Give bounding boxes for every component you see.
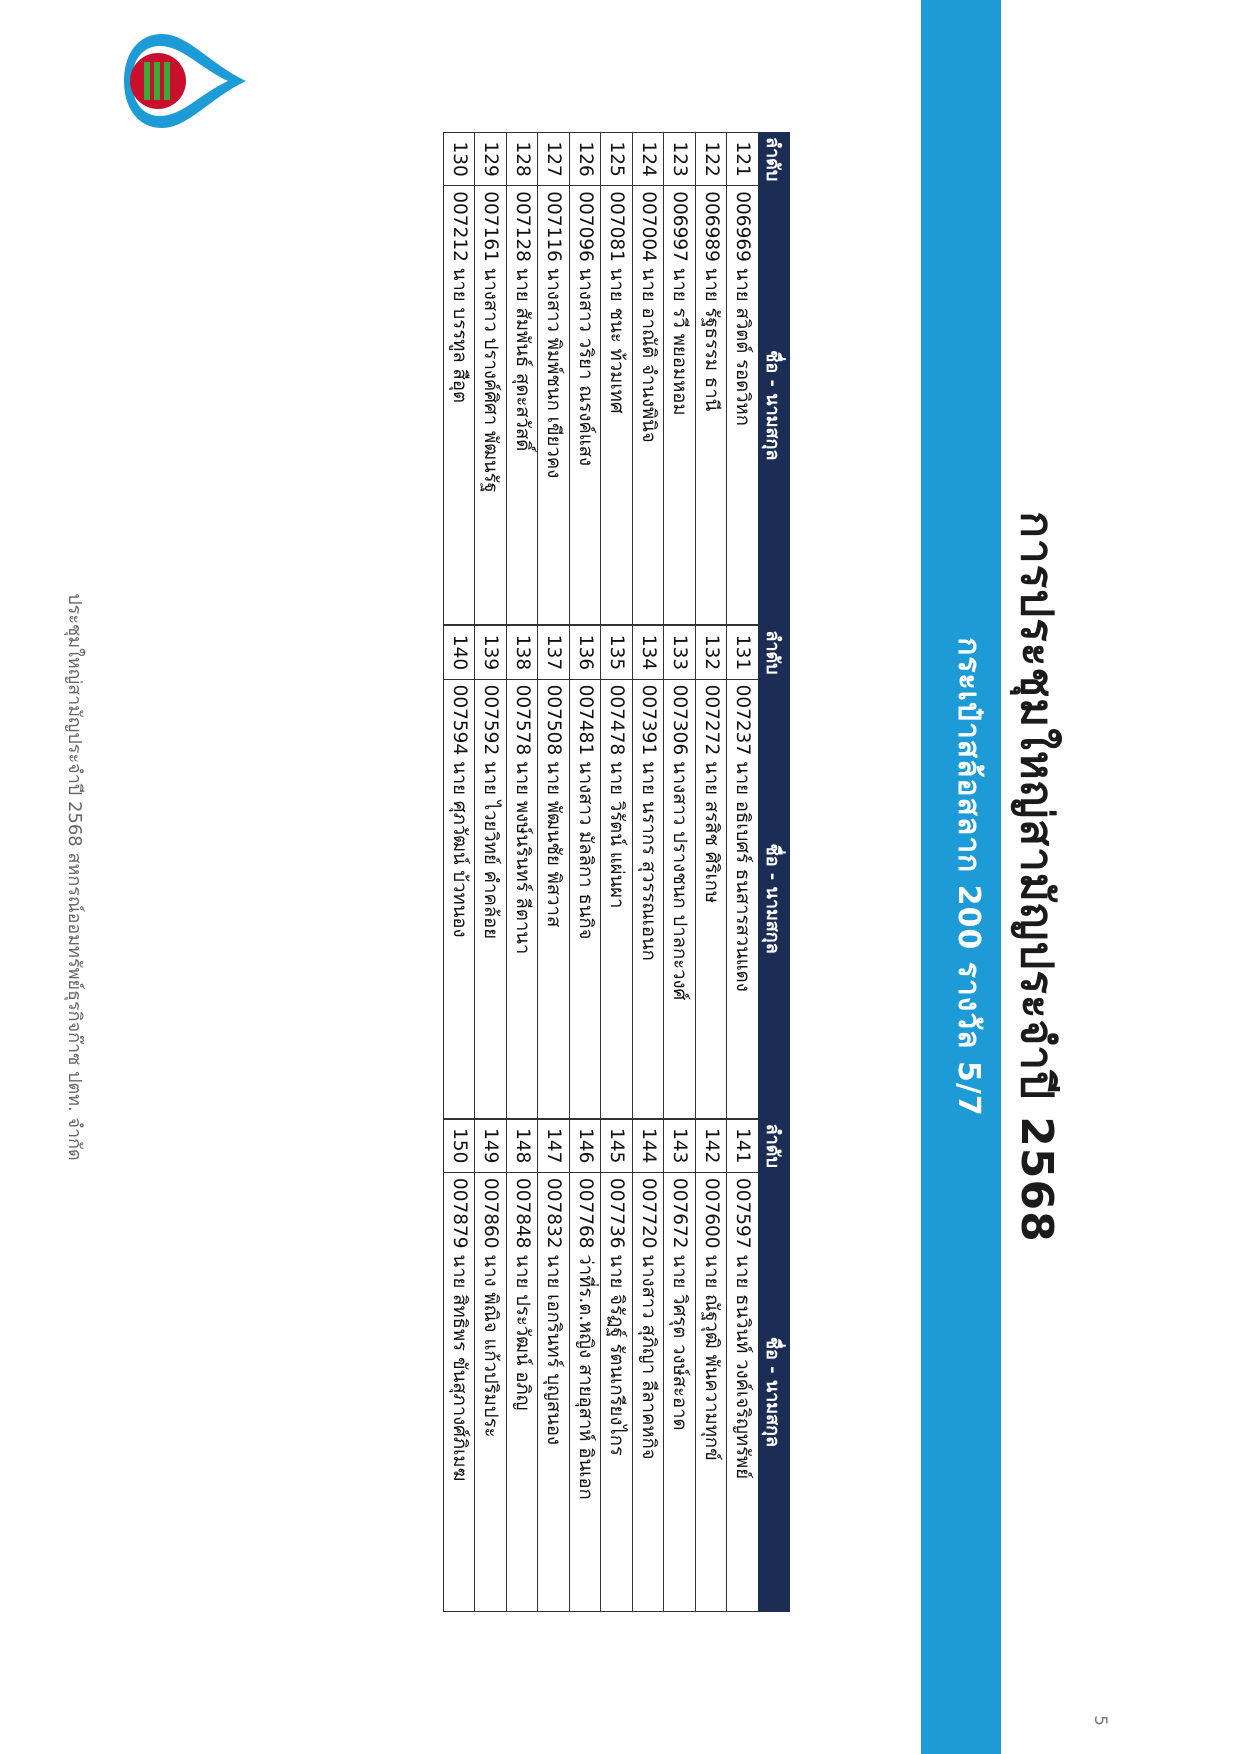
rank-cell: 150	[444, 1119, 476, 1172]
rank-cell: 134	[633, 626, 665, 679]
member-cell: 007600 นาย ณัฐวุฒิ พันความทุกข์	[696, 1172, 728, 1611]
member-cell: 007478 นาย วิรัตน์ แผ่นผา	[601, 679, 633, 1118]
member-cell: 007592 นาย ไวยวิทย์ คำคล้อย	[475, 679, 507, 1118]
rank-cell: 124	[633, 133, 665, 186]
member-cell: 007212 นาย บรรทูล สือุต	[444, 186, 476, 625]
member-cell: 006989 นาย รัฐธรรม ธานี	[696, 186, 728, 625]
rank-cell: 142	[696, 1119, 728, 1172]
table-row	[444, 133, 476, 625]
table-row	[696, 1119, 728, 1611]
member-cell: 007081 นาย ชนะ ท้วมเทศ	[601, 186, 633, 625]
rank-cell: 143	[664, 1119, 696, 1172]
member-cell: 007116 นางสาว พิมพ์ชนก เขียวคง	[538, 186, 570, 625]
member-cell: 007096 นางสาว วริยา ณรงค์แสง	[570, 186, 602, 625]
rank-cell: 147	[538, 1119, 570, 1172]
table-row	[633, 133, 665, 625]
member-cell: 007272 นาย สรสิช ศิริเกษ	[696, 679, 728, 1118]
rank-cell: 126	[570, 133, 602, 186]
table-row	[538, 626, 570, 1118]
rank-cell: 137	[538, 626, 570, 679]
member-cell: 007720 นางสาว สุภิญา ลีลาคหกิจ	[633, 1172, 665, 1611]
rank-cell: 130	[444, 133, 476, 186]
page-title: การประชุมใหญ่สามัญประจำปี 2568	[1011, 511, 1062, 1243]
table-row	[570, 133, 602, 625]
table-row	[601, 626, 633, 1118]
member-cell: 007391 นาย นรากร สุวรรณเอนก	[633, 679, 665, 1118]
rank-cell: 133	[664, 626, 696, 679]
member-cell: 007004 นาย อาณัติ จำนงพินิจ	[633, 186, 665, 625]
rank-cell: 129	[475, 133, 507, 186]
rank-cell: 145	[601, 1119, 633, 1172]
member-cell: 007508 นาย พัฒนชัย พิสวาส	[538, 679, 570, 1118]
member-cell: 007879 นาย สิทธิพร ขันสุภางศ์ภิเมฆ	[444, 1172, 476, 1611]
page-subtitle: กระเป๋าสล้อสลาก 200 รางวัล 5/7	[951, 637, 986, 1117]
roster-table-1	[443, 132, 790, 625]
rank-cell: 136	[570, 626, 602, 679]
roster-table-2	[443, 625, 790, 1118]
rank-header: ลำดับ	[759, 626, 790, 679]
member-cell: 007736 นาย จิรัฏฐ์ รัตนเกรียงไกร	[601, 1172, 633, 1611]
rank-cell: 146	[570, 1119, 602, 1172]
rank-cell: 122	[696, 133, 728, 186]
table-row	[601, 1119, 633, 1611]
footer-text: ประชุมใหญ่สามัญประจำปี 2568 สหกรณ์ออมทรัพย์ธุรกิจก๊าซ ปตท. จำกัด	[64, 593, 85, 1161]
logo-icon	[120, 28, 250, 134]
table-row	[664, 133, 696, 625]
rank-cell: 127	[538, 133, 570, 186]
rank-cell: 144	[633, 1119, 665, 1172]
table-row	[696, 133, 728, 625]
rank-cell: 132	[696, 626, 728, 679]
table-row	[664, 1119, 696, 1611]
table-row	[538, 133, 570, 625]
name-header: ชื่อ - นามสกุล	[759, 186, 790, 625]
table-row	[633, 626, 665, 1118]
member-cell: 007237 นาย อธิเบศร์ ธนสารสวนแดง	[727, 679, 759, 1118]
roster-tables	[443, 132, 790, 1612]
member-cell: 007672 นาย วิศรุต วงษ์สะอาด	[664, 1172, 696, 1611]
table-row	[538, 1119, 570, 1611]
name-header: ชื่อ - นามสกุล	[759, 1172, 790, 1611]
roster-table-3	[443, 1119, 790, 1612]
table-row	[664, 626, 696, 1118]
member-cell: 007597 นาย ธนวินท์ วงค์เจริญทรัพย์	[727, 1172, 759, 1611]
rank-cell: 125	[601, 133, 633, 186]
rank-cell: 123	[664, 133, 696, 186]
rank-cell: 139	[475, 626, 507, 679]
rank-cell: 138	[507, 626, 539, 679]
table-row	[570, 1119, 602, 1611]
table-row	[727, 626, 759, 1118]
table-row	[475, 133, 507, 625]
member-cell: 007481 นางสาว มัลลิกา ธนกิจ	[570, 679, 602, 1118]
table-row	[475, 626, 507, 1118]
rank-cell: 131	[727, 626, 759, 679]
member-cell: 007860 นาง พิณิจ แก้วปริมประ	[475, 1172, 507, 1611]
member-cell: 007594 นาย ศุภวัฒน์ บ้วทนอง	[444, 679, 476, 1118]
table-row	[507, 626, 539, 1118]
table-row	[633, 1119, 665, 1611]
table-row	[444, 626, 476, 1118]
rank-cell: 148	[507, 1119, 539, 1172]
rank-cell: 141	[727, 1119, 759, 1172]
rank-header: ลำดับ	[759, 1119, 790, 1172]
member-cell: 007306 นางสาว ปรางชนก ปาลกะวงศ์	[664, 679, 696, 1118]
rank-cell: 140	[444, 626, 476, 679]
rank-cell: 135	[601, 626, 633, 679]
table-row	[475, 1119, 507, 1611]
member-cell: 006997 นาย รวี พยอมหอม	[664, 186, 696, 625]
table-row	[727, 1119, 759, 1611]
table-row	[507, 133, 539, 625]
member-cell: 007832 นาย เอกรินทร์ บุญสนอง	[538, 1172, 570, 1611]
member-cell: 007578 นาย พงษ์นรินทร์ ลีตานา	[507, 679, 539, 1118]
member-cell: 007768 ว่าที่ร.ต.หญิง สายอุสาห์ อินเอก	[570, 1172, 602, 1611]
rank-cell: 121	[727, 133, 759, 186]
member-cell: 007128 นาย สัมพันธ์ สุดะสวัสดิ์	[507, 186, 539, 625]
page-number: 5	[1090, 1715, 1110, 1726]
table-row	[696, 626, 728, 1118]
name-header: ชื่อ - นามสกุล	[759, 679, 790, 1118]
member-cell: 007848 นาย ประวัฒน์ อภิญ	[507, 1172, 539, 1611]
table-row	[444, 1119, 476, 1611]
member-cell: 006969 นาย สวิตต์ รอดวิหก	[727, 186, 759, 625]
table-row	[727, 133, 759, 625]
table-row	[507, 1119, 539, 1611]
member-cell: 007161 นางสาว ปรางค์ศิศา พัฒนรัฐ	[475, 186, 507, 625]
rank-cell: 149	[475, 1119, 507, 1172]
table-row	[570, 626, 602, 1118]
table-row	[601, 133, 633, 625]
rank-header: ลำดับ	[759, 133, 790, 186]
rank-cell: 128	[507, 133, 539, 186]
